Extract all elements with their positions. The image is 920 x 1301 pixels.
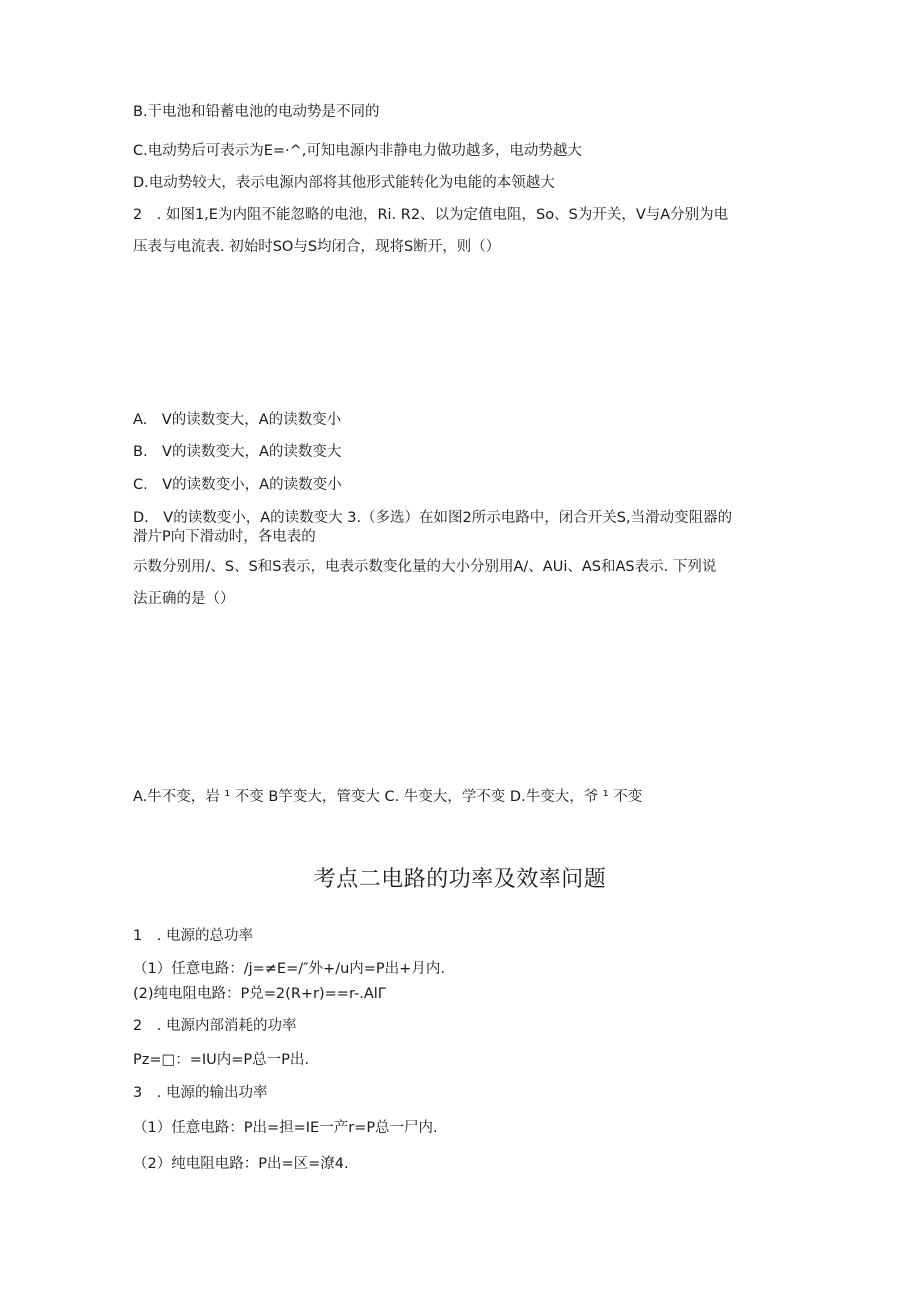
q3-options: A.牛不变，岩 ¹ 不变 B竽变大，管变大 C. 牛变大，学不变 D.牛变大，爷 ¹ 不变 [133,789,643,805]
q3-stem-line2: 示数分别用/、S、S和S表示，电表示数变化量的大小分别用A/、AUi、AS和AS表示. 下列说 [133,559,717,575]
q1-option-c: C.电动势后可表示为E=·^,可知电源内非静电力做功越多，电动势越大 [133,143,582,159]
q2-option-c: C. V的读数变小，A的读数变小 [133,477,342,493]
q2-option-d: D. V的读数变小，A的读数变大 3.（多选）在如图2所示电路中，闭合开关S,当滑动变阻器的 [133,510,733,526]
item1-pure-resistive: (2)纯电阻电路：P兑=2(R+r)==r-.AlΓ [133,986,386,1002]
q3-stem-line1: 滑片P向下滑动时，各电表的 [133,529,316,545]
item3-pure-resistive: （2）纯电阻电路：P出=区=潦4. [133,1156,349,1172]
q2-stem-line2: 压表与电流表. 初始时SO与S均闭合，现将S断开，则（） [133,239,501,255]
item1-title: 1 . 电源的总功率 [133,928,253,944]
item3-any-circuit: （1）任意电路：P出=担=IE一产r=P总一尸内. [133,1120,438,1136]
figure-1-placeholder [133,262,783,402]
item3-title: 3 . 电源的输出功率 [133,1085,268,1101]
q2-option-b: B. V的读数变大，A的读数变大 [133,444,342,460]
section-title: 考点二电路的功率及效率问题 [313,867,607,892]
q1-option-b: B.干电池和铅蓄电池的电动势是不同的 [133,104,380,120]
q3-stem-line3: 法正确的是（） [133,591,235,607]
q1-option-d: D.电动势较大，表示电源内部将其他形式能转化为电能的本领越大 [133,175,555,191]
q2-option-a: A. V的读数变大，A的读数变小 [133,412,342,428]
q2-stem-line1: 2 . 如图1,E为内阻不能忽略的电池，Ri. R2、以为定值电阻，So、S为开关，V与A分别为电 [133,207,729,223]
item1-any-circuit: （1）任意电路：/j=≠E=/″外+/u内=P出+月内. [133,961,445,977]
item2-title: 2 . 电源内部消耗的功率 [133,1018,297,1034]
figure-2-placeholder [133,615,783,775]
item2-formula: Pz=□：=IU内=P总一P出. [133,1052,309,1068]
